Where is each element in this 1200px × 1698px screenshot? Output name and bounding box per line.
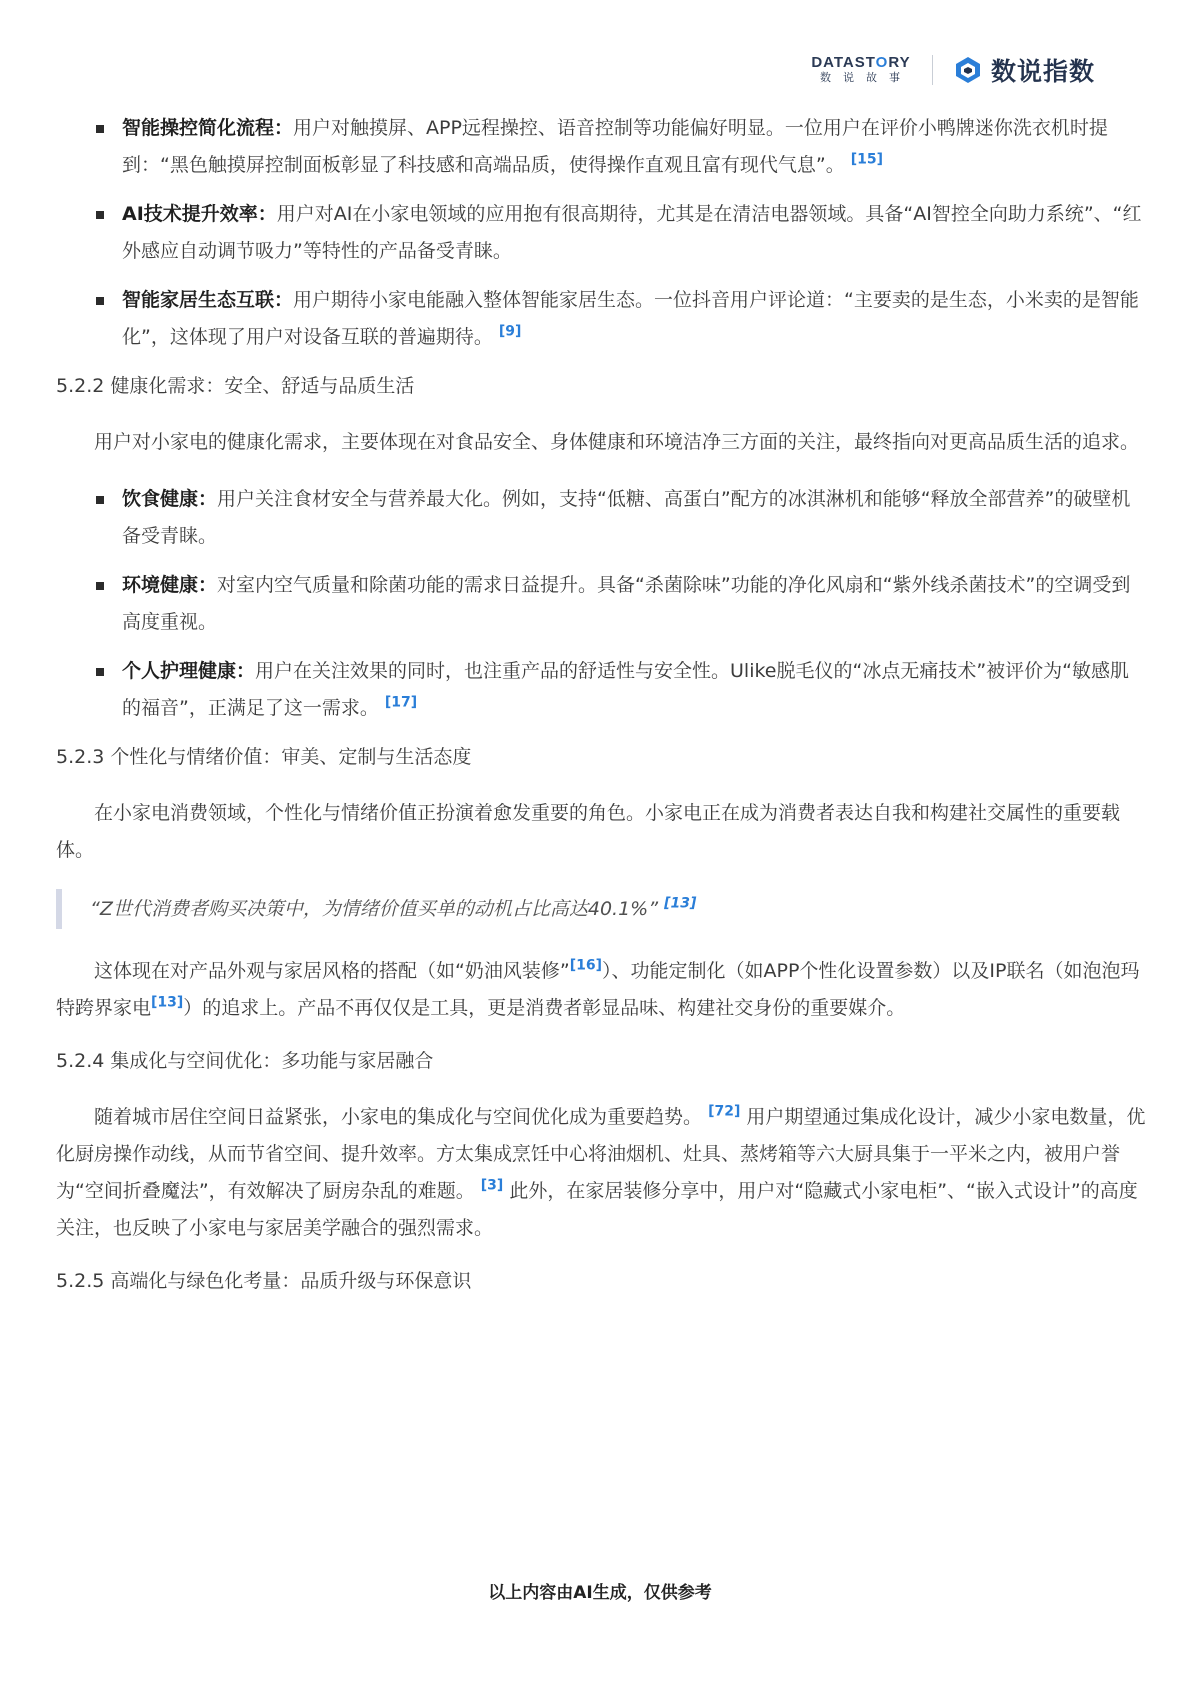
section-heading: 5.2.4 集成化与空间优化：多功能与家居融合 bbox=[56, 1050, 434, 1072]
citation-link[interactable]: [13] bbox=[151, 994, 184, 1011]
paragraph: 随着城市居住空间日益紧张，小家电的集成化与空间优化成为重要趋势。 [72] 用户期望通过集成化设计，减少小家电数量，优化厨房操作动线，从而节省空间、提升效率。方太集成烹饪中心将油烟机、灶具、蒸烤箱等六大厨具集于一平米之内，被用户誉为“空间折叠魔法”，有效解决了厨房杂乱的难题。 [3] 此外，在家居装修分享中，用户对“隐藏式小家电柜”、“嵌入式设计”的高度关注，也反映了小家电与家居美学融合的强烈需求。 bbox=[56, 1103, 1146, 1239]
citation-link[interactable]: [72] bbox=[708, 1103, 741, 1120]
brand bbox=[953, 52, 1095, 88]
list-item: AI技术提升效率：用户对AI在小家电领域的应用抱有很高期待，尤其是在清洁电器领域。具备“AI智控全向助力系统”、“红外感应自动调节吸力”等特性的产品备受青睐。 bbox=[56, 196, 1148, 270]
section-heading: 5.2.2 健康化需求：安全、舒适与品质生活 bbox=[56, 375, 415, 397]
citation-link[interactable]: [17] bbox=[384, 694, 418, 711]
list-item: 环境健康：对室内空气质量和除菌功能的需求日益提升。具备“杀菌除味”功能的净化风扇和“紫外线杀菌技术”的空调受到高度重视。 bbox=[56, 567, 1148, 641]
brand-logo-icon bbox=[953, 55, 983, 85]
document-body bbox=[56, 110, 1148, 1319]
citation-link[interactable]: [15] bbox=[850, 151, 884, 168]
list-item: 饮食健康：用户关注食材安全与营养最大化。例如，支持“低糖、高蛋白”配方的冰淇淋机和能够“释放全部营养”的破壁机备受青睐。 bbox=[56, 481, 1148, 555]
smart-bullets bbox=[56, 110, 1148, 356]
health-bullets bbox=[56, 481, 1148, 727]
ai-disclaimer-footer: 以上内容由AI生成，仅供参考 bbox=[488, 1583, 712, 1603]
list-item: 智能操控简化流程：用户对触摸屏、APP远程操控、语音控制等功能偏好明显。一位用户在评价小鸭牌迷你洗衣机时提到：“黑色触摸屏控制面板彰显了科技感和高端品质，使得操作直观且富有现代气息”。 [15] bbox=[56, 110, 1148, 184]
paragraph: 在小家电消费领域，个性化与情绪价值正扮演着愈发重要的角色。小家电正在成为消费者表达自我和构建社交属性的重要载体。 bbox=[56, 802, 1121, 861]
list-item: 个人护理健康：用户在关注效果的同时，也注重产品的舒适性与安全性。Ulike脱毛仪的“冰点无痛技术”被评价为“敏感肌的福音”，正满足了这一需求。 [17] bbox=[56, 653, 1148, 727]
citation-link[interactable]: [9] bbox=[498, 323, 522, 340]
section-heading: 5.2.3 个性化与情绪价值：审美、定制与生活态度 bbox=[56, 746, 472, 768]
datastory-logo: DATASTORY 数说故事 bbox=[811, 54, 912, 84]
citation-link[interactable]: [13] bbox=[664, 895, 697, 912]
citation-link[interactable]: [16] bbox=[569, 957, 602, 974]
page-header bbox=[810, 52, 1095, 88]
brand-name: 数说指数 bbox=[990, 57, 1095, 86]
citation-link[interactable]: [3] bbox=[480, 1177, 504, 1194]
paragraph: 这体现在对产品外观与家居风格的搭配（如“奶油风装修”[16]）、功能定制化（如APP个性化设置参数）以及IP联名（如泡泡玛特跨界家电[13]）的追求上。产品不再仅仅是工具，更是消费者彰显品味、构建社交身份的重要媒介。 bbox=[56, 957, 1140, 1019]
paragraph: 用户对小家电的健康化需求，主要体现在对食品安全、身体健康和环境洁净三方面的关注，最终指向对更高品质生活的追求。 bbox=[94, 431, 1140, 453]
list-item: 智能家居生态互联：用户期待小家电能融入整体智能家居生态。一位抖音用户评论道：“主要卖的是生态，小米卖的是智能化”，这体现了用户对设备互联的普遍期待。 [9] bbox=[56, 282, 1148, 356]
header-divider bbox=[932, 55, 933, 85]
section-heading: 5.2.5 高端化与绿色化考量：品质升级与环保意识 bbox=[56, 1270, 472, 1292]
blockquote: “Z世代消费者购买决策中，为情绪价值买单的动机占比高达40.1%” [13] bbox=[56, 889, 1148, 929]
